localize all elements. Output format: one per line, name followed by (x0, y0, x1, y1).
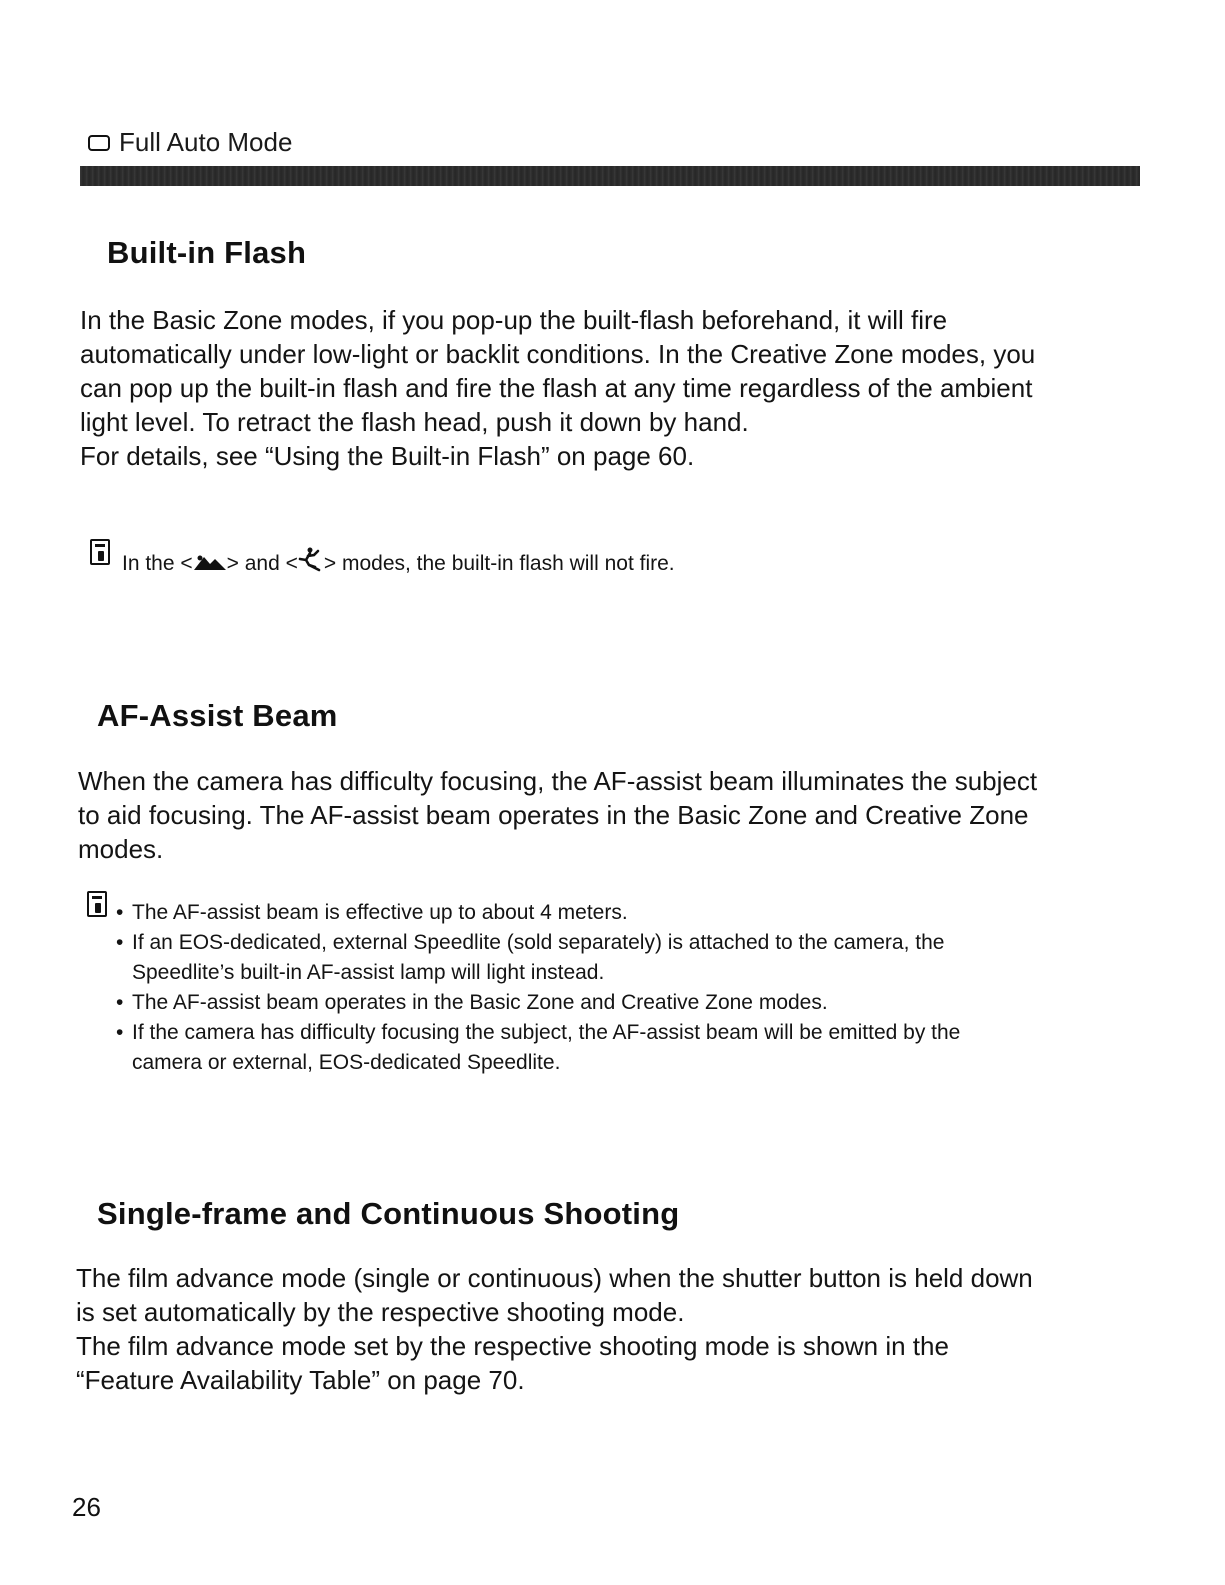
shooting-body (76, 1261, 1036, 1397)
list-item: • If the camera has difficulty focusing the subject, the AF-assist beam will be emitted by the camera or external, EOS-dedicated Speedlite. (116, 1018, 992, 1078)
af-assist-paragraph: When the camera has difficulty focusing, the AF-assist beam illuminates the subject to aid focusing. The AF-assist beam operates in the Basic Zone and Creative Zone modes. (78, 766, 1038, 864)
header-title: Full Auto Mode (119, 127, 293, 157)
square-mode-icon (88, 135, 110, 151)
page-header (88, 127, 292, 158)
list-item: • The AF-assist beam is effective up to about 4 meters. (116, 898, 992, 928)
af-assist-body (78, 764, 1038, 866)
section-title-built-in-flash: Built-in Flash (107, 235, 307, 270)
built-in-flash-note (122, 547, 675, 582)
built-in-flash-paragraph: For details, see “Using the Built-in Flash” on page 60. (80, 441, 695, 471)
built-in-flash-body (80, 303, 1040, 473)
note-suffix: > modes, the built-in flash will not fire. (323, 552, 675, 576)
af-assist-bullet-list (116, 898, 992, 1078)
shooting-paragraph: The film advance mode (single or continuous) when the shutter button is held down is set automatically by the respective shooting mode. (76, 1263, 1033, 1327)
shooting-paragraph: The film advance mode set by the respective shooting mode is shown in the “Feature Availability Table” on page 70. (76, 1331, 949, 1395)
sports-mode-icon (298, 547, 324, 582)
built-in-flash-paragraph: In the Basic Zone modes, if you pop-up the built-flash beforehand, it will fire automatically under low-light or backlit conditions. In the Creative Zone modes, you can pop up the built-in flash and fire the flash at any time regardless of the ambient light level. To retract the flash head, push it down by hand. (80, 305, 1036, 437)
list-item: • The AF-assist beam operates in the Basic Zone and Creative Zone modes. (116, 988, 992, 1018)
page-number: 26 (72, 1492, 101, 1522)
list-item: • If an EOS-dedicated, external Speedlite (sold separately) is attached to the camera, the Speedlite’s built-in AF-assist lamp will light instead. (116, 928, 992, 988)
note-prefix: In the < (122, 552, 193, 576)
landscape-mode-icon (193, 550, 227, 580)
header-rule (80, 166, 1140, 186)
note-middle: > and < (226, 552, 298, 576)
section-title-single-frame-continuous: Single-frame and Continuous Shooting (97, 1196, 680, 1231)
note-line (122, 552, 675, 575)
memo-icon (90, 539, 110, 565)
section-title-af-assist-beam: AF-Assist Beam (97, 698, 338, 733)
memo-icon (87, 891, 107, 917)
af-assist-note (116, 898, 992, 1078)
